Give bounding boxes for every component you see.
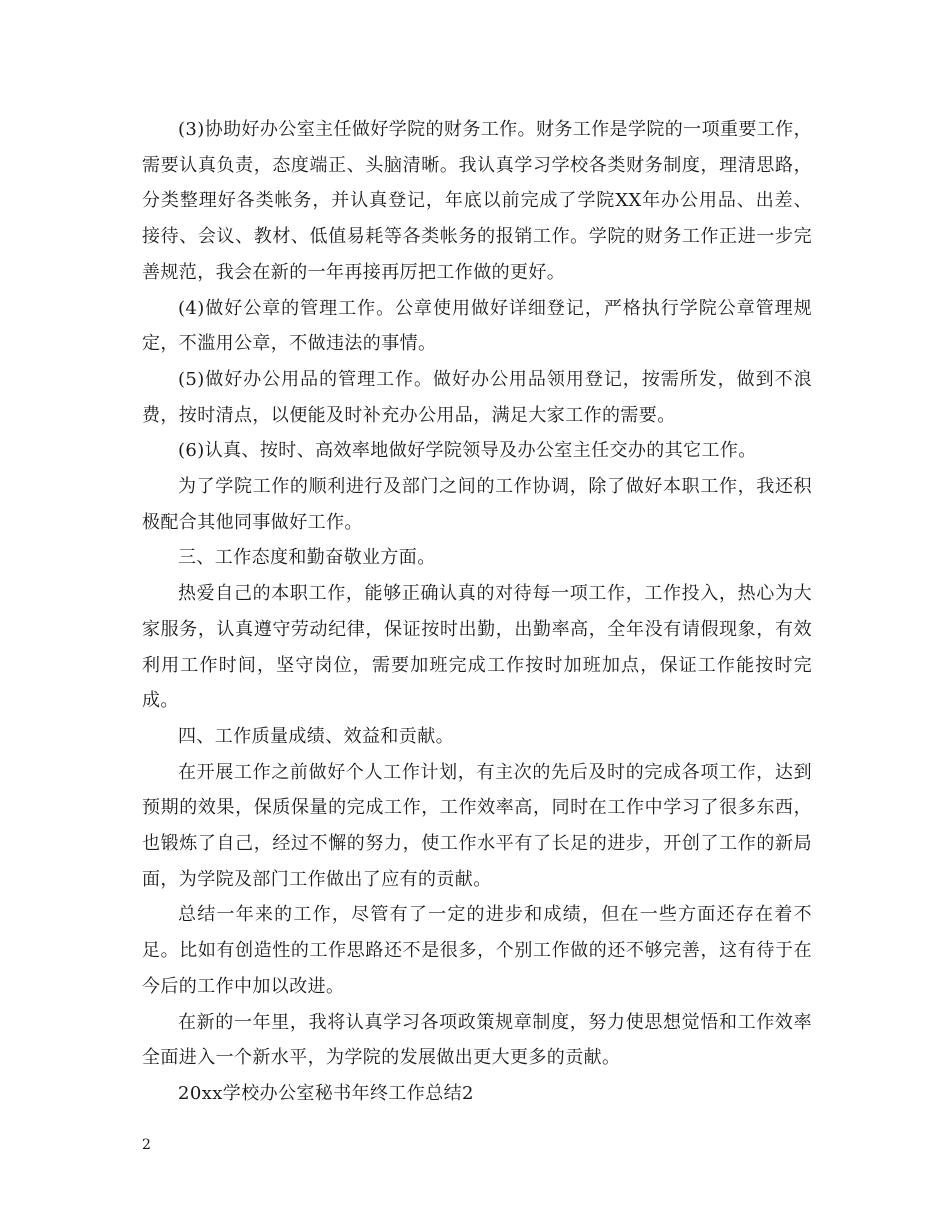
paragraph-other-tasks: (6)认真、按时、高效率地做好学院领导及办公室主任交办的其它工作。	[178, 440, 757, 462]
paragraph-attitude: 热爱自己的本职工作，能够正确认真的对待每一项工作，工作投入，热心为大家服务，认真遵守劳动纪律，保证按时出勤，出勤率高，全年没有请假现象，有效利用工作时间，坚守岗位，需要加班完成工作按时加班加点，保证工作能按时完成。	[142, 583, 812, 712]
paragraph-quality: 在开展工作之前做好个人工作计划，有主次的先后及时的完成各项工作，达到预期的效果，保质保量的完成工作，工作效率高，同时在工作中学习了很多东西，也锻炼了自己，经过不懈的努力，使工作水平有了长足的进步，开创了工作的新局面，为学院及部门工作做出了应有的贡献。	[142, 761, 812, 890]
paragraph-seal-management: (4)做好公章的管理工作。公章使用做好详细登记，严格执行学院公章管理规定，不滥用公章，不做违法的事情。	[142, 297, 812, 355]
paragraph-office-supplies: (5)做好办公用品的管理工作。做好办公用品领用登记，按需所发，做到不浪费，按时清点，以便能及时补充办公用品，满足大家工作的需要。	[142, 368, 812, 426]
page-number: 2	[142, 1137, 151, 1153]
next-article-title: 20xx学校办公室秘书年终工作总结2	[178, 1082, 474, 1104]
section-heading-attitude: 三、工作态度和勤奋敬业方面。	[178, 547, 436, 569]
paragraph-new-year: 在新的一年里，我将认真学习各项政策规章制度，努力使思想觉悟和工作效率全面进入一个新水平，为学院的发展做出更大更多的贡献。	[142, 1011, 812, 1069]
section-heading-quality: 四、工作质量成绩、效益和贡献。	[178, 725, 454, 747]
paragraph-cooperation: 为了学院工作的顺利进行及部门之间的工作协调，除了做好本职工作，我还积极配合其他同事做好工作。	[142, 476, 812, 533]
paragraph-finance-work: (3)协助好办公室主任做好学院的财务工作。财务工作是学院的一项重要工作，需要认真负责，态度端正、头脑清晰。我认真学习学校各类财务制度，理清思路，分类整理好各类帐务，并认真登记，年底以前完成了学院XX年办公用品、出差、接待、会议、教材、低值易耗等各类帐务的报销工作。学院的财务工作正进一步完善规范，我会在新的一年再接再厉把工作做的更好。	[142, 119, 812, 283]
paragraph-summary: 总结一年来的工作，尽管有了一定的进步和成绩，但在一些方面还存在着不足。比如有创造性的工作思路还不是很多，个别工作做的还不够完善，这有待于在今后的工作中加以改进。	[142, 904, 812, 997]
document-body	[142, 112, 812, 1112]
